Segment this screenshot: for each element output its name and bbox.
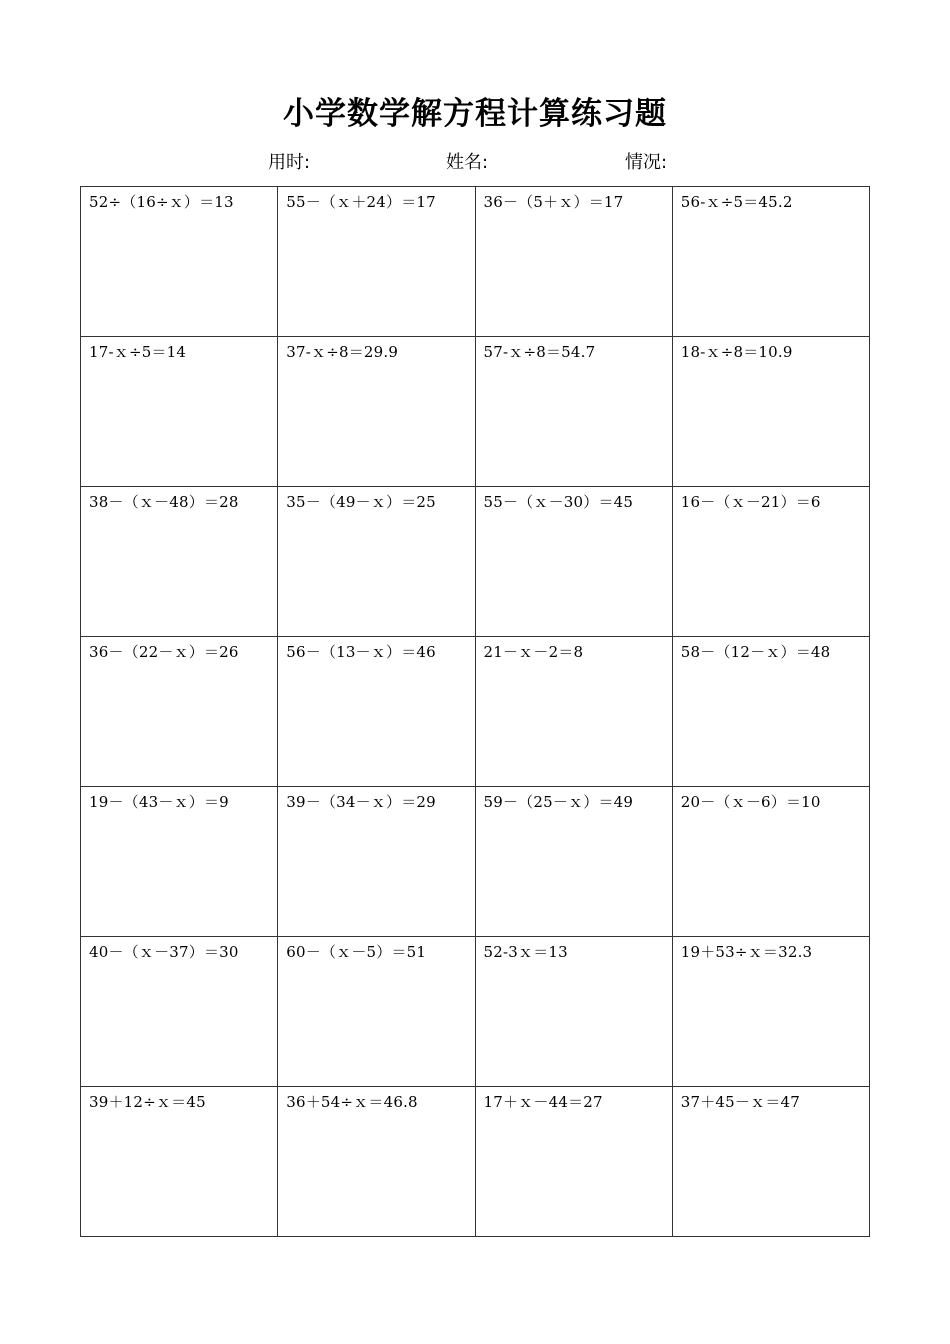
equation-cell bbox=[81, 1087, 278, 1237]
equation-cell bbox=[476, 1087, 673, 1237]
equation-text: 17＋ｘ－44＝27 bbox=[483, 1093, 603, 1111]
equation-text: 20－（ｘ－6）＝10 bbox=[680, 793, 821, 811]
equation-cell bbox=[673, 1087, 870, 1237]
equation-cell bbox=[476, 787, 673, 937]
equation-text: 35－（49－ｘ）＝25 bbox=[286, 493, 436, 511]
equation-grid bbox=[80, 186, 870, 1237]
equation-cell bbox=[476, 637, 673, 787]
equation-cell bbox=[476, 487, 673, 637]
equation-cell bbox=[278, 487, 475, 637]
equation-text: 18-ｘ÷8＝10.9 bbox=[680, 343, 793, 361]
equation-text: 17-ｘ÷5＝14 bbox=[89, 343, 187, 361]
equation-cell bbox=[81, 487, 278, 637]
equation-cell bbox=[278, 787, 475, 937]
equation-text: 37-ｘ÷8＝29.9 bbox=[286, 343, 399, 361]
equation-cell bbox=[673, 937, 870, 1087]
equation-text: 39＋12÷ｘ＝45 bbox=[89, 1093, 206, 1111]
equation-cell bbox=[278, 637, 475, 787]
equation-text: 36－（22－ｘ）＝26 bbox=[89, 643, 239, 661]
equation-text: 16－（ｘ－21）＝6 bbox=[680, 493, 821, 511]
equation-cell bbox=[673, 337, 870, 487]
equation-cell bbox=[81, 637, 278, 787]
equation-cell bbox=[81, 937, 278, 1087]
equation-text: 36＋54÷ｘ＝46.8 bbox=[286, 1093, 418, 1111]
equation-text: 56－（13－ｘ）＝46 bbox=[286, 643, 436, 661]
equation-cell bbox=[278, 337, 475, 487]
equation-text: 56-ｘ÷5＝45.2 bbox=[680, 193, 793, 211]
page-title: 小学数学解方程计算练习题 bbox=[283, 96, 667, 132]
equation-cell bbox=[278, 187, 475, 337]
equation-text: 57-ｘ÷8＝54.7 bbox=[483, 343, 596, 361]
equation-cell bbox=[476, 187, 673, 337]
equation-text: 40－（ｘ－37）＝30 bbox=[89, 943, 239, 961]
equation-text: 21－ｘ－2＝8 bbox=[483, 643, 584, 661]
equation-cell bbox=[673, 187, 870, 337]
equation-cell bbox=[81, 187, 278, 337]
equation-text: 36－（5＋ｘ）＝17 bbox=[483, 193, 624, 211]
equation-text: 59－（25－ｘ）＝49 bbox=[483, 793, 634, 811]
equation-cell bbox=[476, 937, 673, 1087]
name-label: 姓名: bbox=[446, 152, 489, 173]
equation-text: 58－（12－ｘ）＝48 bbox=[680, 643, 831, 661]
equation-text: 19＋53÷ｘ＝32.3 bbox=[680, 943, 813, 961]
equation-text: 55－（ｘ＋24）＝17 bbox=[286, 193, 436, 211]
equation-cell bbox=[476, 337, 673, 487]
equation-text: 37＋45－ｘ＝47 bbox=[680, 1093, 801, 1111]
equation-cell bbox=[81, 787, 278, 937]
equation-text: 52-3ｘ＝13 bbox=[483, 943, 568, 961]
equation-text: 39－（34－ｘ）＝29 bbox=[286, 793, 436, 811]
status-label: 情况: bbox=[625, 152, 668, 173]
equation-cell bbox=[673, 787, 870, 937]
equation-text: 19－（43－ｘ）＝9 bbox=[89, 793, 229, 811]
time-label: 用时: bbox=[268, 152, 311, 173]
equation-text: 55－（ｘ－30）＝45 bbox=[483, 493, 634, 511]
equation-text: 52÷（16÷ｘ）＝13 bbox=[89, 193, 234, 211]
equation-text: 60－（ｘ－5）＝51 bbox=[286, 943, 427, 961]
equation-cell bbox=[673, 487, 870, 637]
equation-cell bbox=[673, 637, 870, 787]
equation-cell bbox=[81, 337, 278, 487]
equation-cell bbox=[278, 1087, 475, 1237]
equation-cell bbox=[278, 937, 475, 1087]
equation-text: 38－（ｘ－48）＝28 bbox=[89, 493, 239, 511]
info-row bbox=[0, 150, 950, 176]
